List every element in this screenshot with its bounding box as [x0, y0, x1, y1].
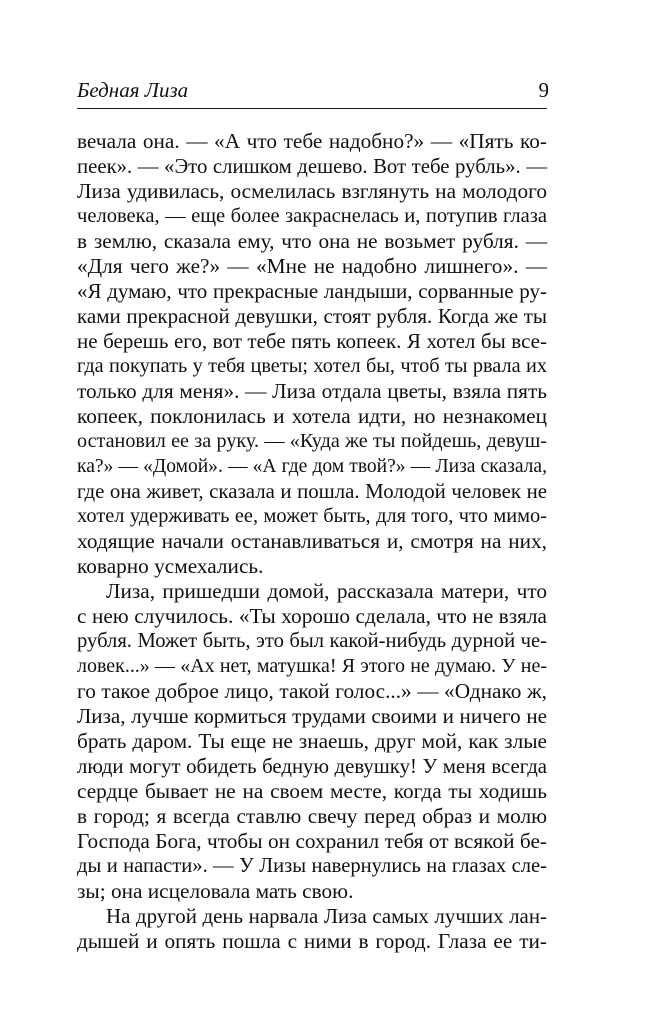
text-line: только для меня». — Лиза отдала цветы, взяла пять — [77, 379, 547, 403]
text-line: ка?» — «Домой». — «А где дом твой?» — Лиза сказала, — [77, 456, 547, 477]
running-header — [77, 78, 547, 109]
paragraph — [77, 904, 547, 954]
text-line: ды и напасти». — У Лизы навернулись на глазах сле- — [77, 855, 547, 877]
text-line: Лиза, пришедши домой, рассказала матери, что — [106, 579, 547, 603]
text-line: в землю, сказала ему, что она не возьмет рубля. — — [77, 229, 547, 253]
text-line: зы; она исцеловала мать свою. — [77, 879, 354, 903]
text-line: Господа Бога, чтобы он сохранил тебя от всякой бе- — [77, 829, 547, 853]
text-line: брать даром. Ты еще не знаешь, друг мой, как злые — [77, 729, 547, 753]
text-line: с нею случилось. «Ты хорошо сделала, что не взяла — [77, 604, 547, 628]
text-line: гда покупать у тебя цветы; хотел бы, чтоб ты рвала их — [77, 355, 547, 377]
page-number: 9 — [538, 78, 549, 102]
running-title: Бедная Лиза — [77, 78, 189, 102]
text-line: копеек, поклонилась и хотела идти, но незнакомец — [77, 404, 547, 428]
text-line: где она живет, сказала и пошла. Молодой человек не — [77, 479, 547, 503]
text-line: «Для чего же?» — «Мне не надобно лишнего». — — [77, 254, 547, 278]
text-line: в город; я всегда ставлю свечу перед образ и молю — [77, 804, 547, 828]
paragraph — [77, 579, 547, 904]
text-line: коварно усмехались. — [77, 554, 264, 578]
text-line: люди могут обидеть бедную девушку! У меня всегда — [77, 755, 547, 778]
text-line: «Я думаю, что прекрасные ландыши, сорванные ру- — [77, 279, 547, 303]
text-line: На другой день нарвала Лиза самых лучших лан- — [106, 904, 547, 928]
text-line: рубля. Может быть, это был какой-нибудь дурной че- — [77, 630, 547, 652]
text-line: остановил ее за руку. — «Куда же ты пойдешь, девуш- — [77, 430, 547, 452]
text-line: человека, — еще более закраснелась и, потупив глаза — [77, 205, 547, 227]
text-line: ходящие начали останавливаться и, смотря на них, — [77, 529, 547, 553]
book-page — [77, 78, 549, 953]
text-line: ками прекрасной девушки, стоят рубля. Когда же ты — [77, 304, 547, 328]
text-line: го такое доброе лицо, такой голос...» — «Однако ж, — [77, 679, 547, 703]
body-text — [77, 129, 547, 954]
text-line: не берешь его, вот тебе пять копеек. Я хотел бы все- — [77, 329, 547, 353]
text-line: Лиза, лучше кормиться трудами своими и ничего не — [77, 704, 547, 728]
text-line: пеек». — «Это слишком дешево. Вот тебе рубль». — — [77, 155, 547, 178]
text-line: хотел удерживать ее, может быть, для того, что мимо- — [77, 505, 547, 527]
text-line: ловек...» — «Ах нет, матушка! Я этого не думаю. У не- — [77, 655, 547, 677]
text-line: сердце бывает не на своем месте, когда ты ходишь — [77, 779, 547, 803]
text-line: вечала она. — «А что тебе надобно?» — «Пять ко- — [77, 129, 547, 153]
paragraph — [77, 129, 547, 579]
text-line: дышей и опять пошла с ними в город. Глаза ее ти- — [77, 929, 547, 953]
text-line: Лиза удивилась, осмелилась взглянуть на молодого — [77, 179, 547, 203]
